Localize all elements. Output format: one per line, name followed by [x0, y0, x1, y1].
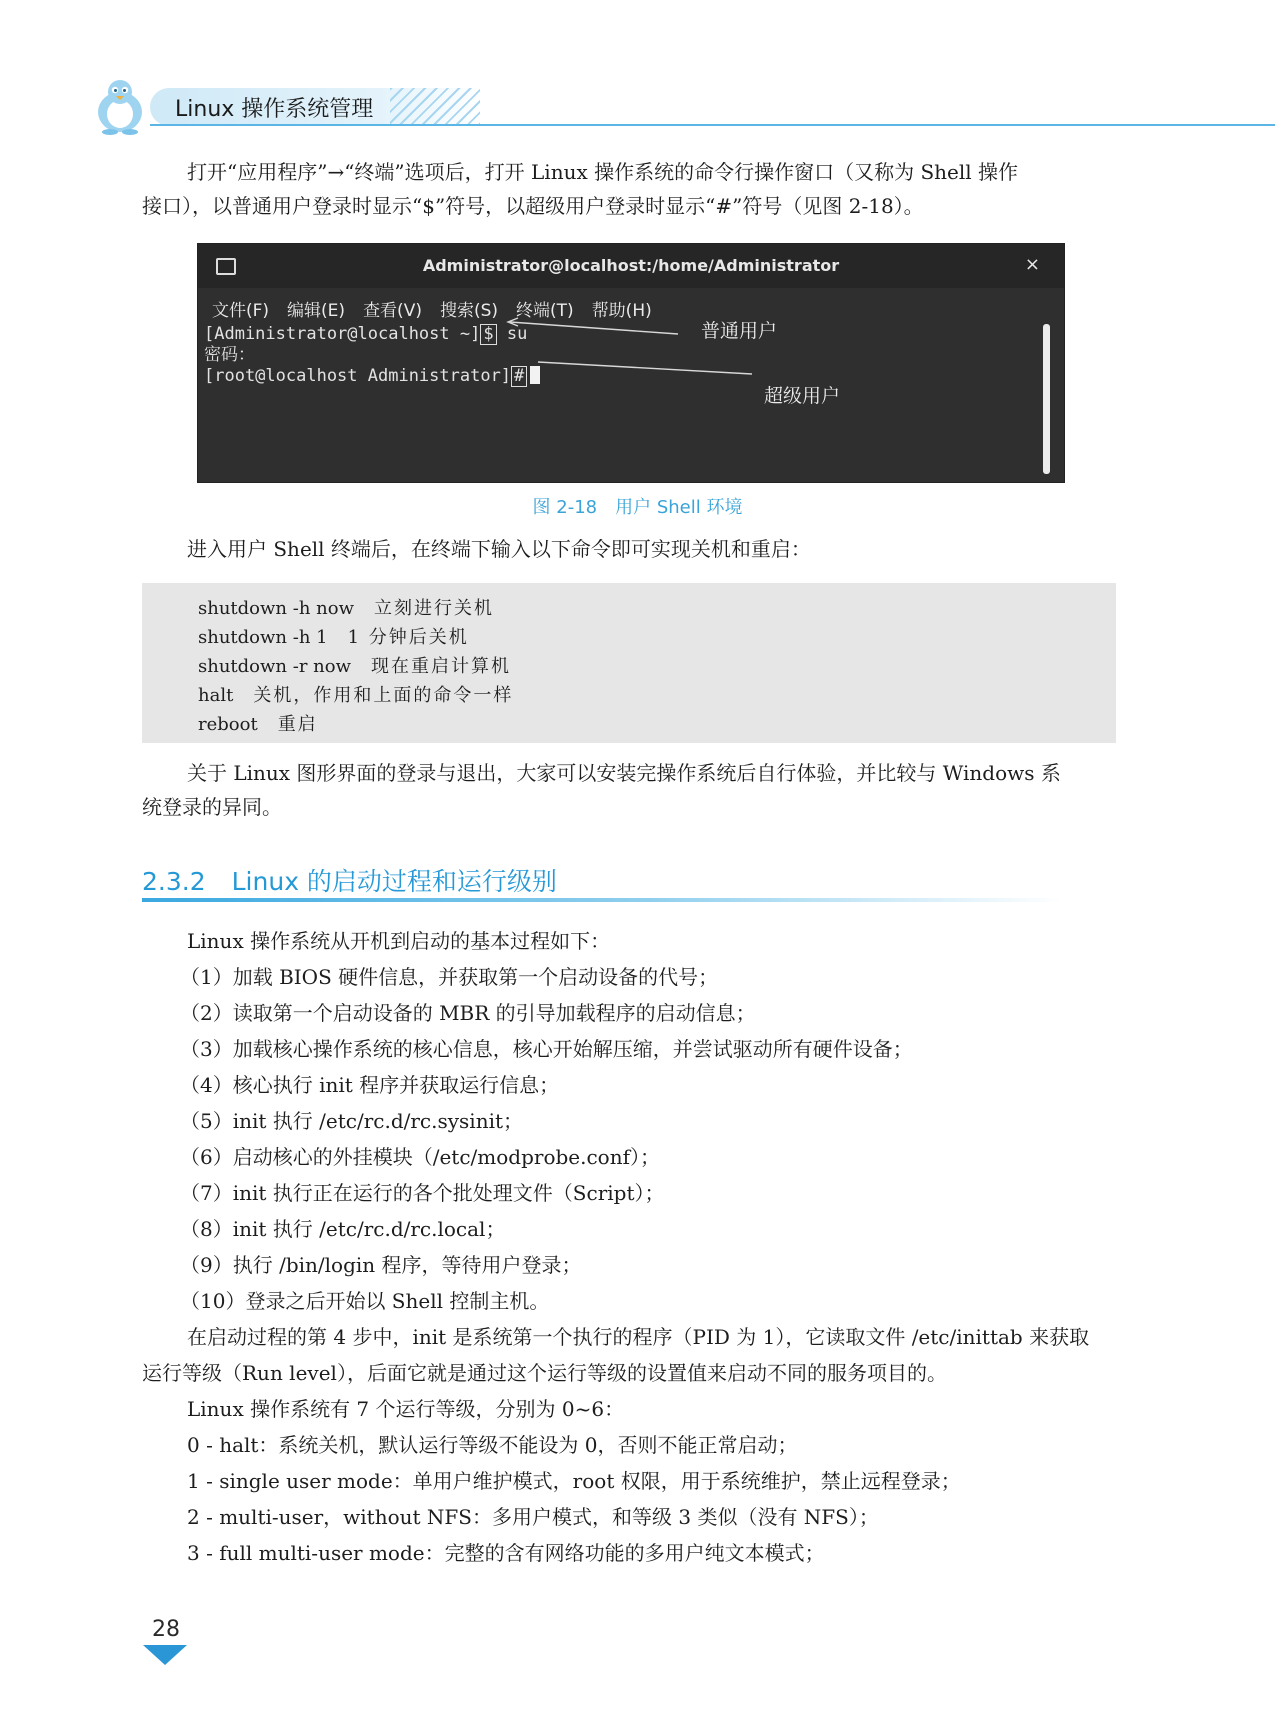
boot-step-6: （6）启动核心的外挂模块（/etc/modprobe.conf）； [180, 1145, 661, 1169]
boot-step-2: （2）读取第一个启动设备的 MBR 的引导加载程序的启动信息； [180, 1001, 756, 1025]
menu-search[interactable]: 搜索(S) [439, 301, 499, 321]
menu-terminal[interactable]: 终端(T) [516, 301, 574, 321]
section-number: 2.3.2 [142, 867, 206, 896]
annotation-super-user: 超级用户 [764, 385, 841, 407]
menu-view[interactable]: 查看(V) [363, 301, 422, 321]
section-rule [142, 898, 1062, 902]
command: shutdown -r now [198, 656, 351, 677]
section-title: Linux 的启动过程和运行级别 [231, 867, 557, 896]
command-description: 重启 [277, 714, 318, 735]
page-number: 28 [152, 1617, 180, 1642]
su-command: su [496, 324, 528, 344]
command-line-1 [198, 594, 494, 620]
page-marker-triangle-icon [143, 1645, 187, 1665]
menu-file[interactable]: 文件(F) [212, 301, 270, 321]
boot-step-4: （4）核心执行 init 程序并获取运行信息； [180, 1073, 560, 1097]
para-gui-line-2: 统登录的异同。 [142, 795, 282, 819]
header-rule [150, 124, 1275, 126]
menu-edit[interactable]: 编辑(E) [287, 301, 346, 321]
boot-step-5: （5）init 执行 /etc/rc.d/rc.sysinit； [180, 1109, 524, 1133]
command-description: 现在重启计算机 [370, 656, 511, 677]
boot-step-10: （10）登录之后开始以 Shell 控制主机。 [180, 1289, 550, 1313]
command-line-2 [198, 623, 469, 649]
boot-step-7: （7）init 执行正在运行的各个批处理文件（Script）； [180, 1181, 665, 1205]
runlevel-0: 0 - halt：系统关机，默认运行等级不能设为 0，否则不能正常启动； [187, 1433, 798, 1457]
command: reboot [198, 714, 258, 735]
annotation-normal-user: 普通用户 [701, 320, 778, 342]
command: shutdown -h 1 [198, 627, 328, 648]
command-description: 1 分钟后关机 [347, 627, 469, 648]
boot-step-1: （1）加载 BIOS 硬件信息，并获取第一个启动设备的代号； [180, 965, 719, 989]
init-para-line-1: 在启动过程的第 4 步中，init 是系统第一个执行的程序（PID 为 1），它读取文件 /etc/inittab 来获取 [187, 1325, 1090, 1349]
command-line-5 [198, 710, 318, 736]
close-icon[interactable]: × [1024, 254, 1040, 275]
running-header-title: Linux 操作系统管理 [175, 97, 374, 122]
intro-line-1: 打开“应用程序”→“终端”选项后，打开 Linux 操作系统的命令行操作窗口（又称为 Shell 操作 [187, 160, 1019, 184]
command-line-4 [198, 681, 513, 707]
dollar-symbol-box: $ [480, 324, 496, 345]
init-para-line-2: 运行等级（Run level），后面它就是通过这个运行等级的设置值来启动不同的服务项目的。 [142, 1361, 947, 1385]
runlevel-3: 3 - full multi-user mode：完整的含有网络功能的多用户纯文本模式； [187, 1541, 825, 1565]
root-prompt: [root@localhost Administrator] [204, 366, 512, 386]
boot-intro: Linux 操作系统从开机到启动的基本过程如下： [187, 929, 611, 953]
annotation-arrows [198, 244, 1064, 482]
command: shutdown -h now [198, 598, 354, 619]
runlevel-intro: Linux 操作系统有 7 个运行等级，分别为 0~6： [187, 1397, 625, 1421]
command-line-3 [198, 652, 511, 678]
command-description: 关机，作用和上面的命令一样 [253, 685, 514, 706]
command: halt [198, 685, 234, 706]
para-enter-shell: 进入用户 Shell 终端后，在终端下输入以下命令即可实现关机和重启： [187, 537, 811, 561]
boot-step-3: （3）加载核心操作系统的核心信息，核心开始解压缩，并尝试驱动所有硬件设备； [180, 1037, 913, 1061]
menu-help[interactable]: 帮助(H) [591, 301, 652, 321]
page-header [0, 0, 1275, 140]
hash-symbol-box: # [511, 366, 527, 387]
command-description: 立刻进行关机 [373, 598, 494, 619]
boot-step-8: （8）init 执行 /etc/rc.d/rc.local； [180, 1217, 506, 1241]
section-heading [142, 862, 557, 898]
para-gui-line-1: 关于 Linux 图形界面的登录与退出，大家可以安装完操作系统后自行体验，并比较与 Windows 系 [187, 761, 1061, 785]
header-stripes [390, 88, 480, 126]
terminal-window-title: Administrator@localhost:/home/Administrator [422, 256, 840, 275]
user-prompt: [Administrator@localhost ~] [204, 324, 481, 344]
boot-step-9: （9）执行 /bin/login 程序，等待用户登录； [180, 1253, 582, 1277]
penguin-logo-icon [88, 74, 152, 138]
runlevel-2: 2 - multi-user，without NFS：多用户模式，和等级 3 类似（没有 NFS）； [187, 1505, 879, 1529]
intro-line-2: 接口），以普通用户登录时显示“$”符号，以超级用户登录时显示“#”符号（见图 2-18）。 [142, 194, 924, 218]
terminal-line-password: 密码： [204, 345, 255, 365]
runlevel-1: 1 - single user mode：单用户维护模式，root 权限，用于系统维护，禁止远程登录； [187, 1469, 961, 1493]
terminal-screenshot [197, 243, 1065, 483]
figure-caption: 图 2-18 用户 Shell 环境 [532, 497, 743, 518]
